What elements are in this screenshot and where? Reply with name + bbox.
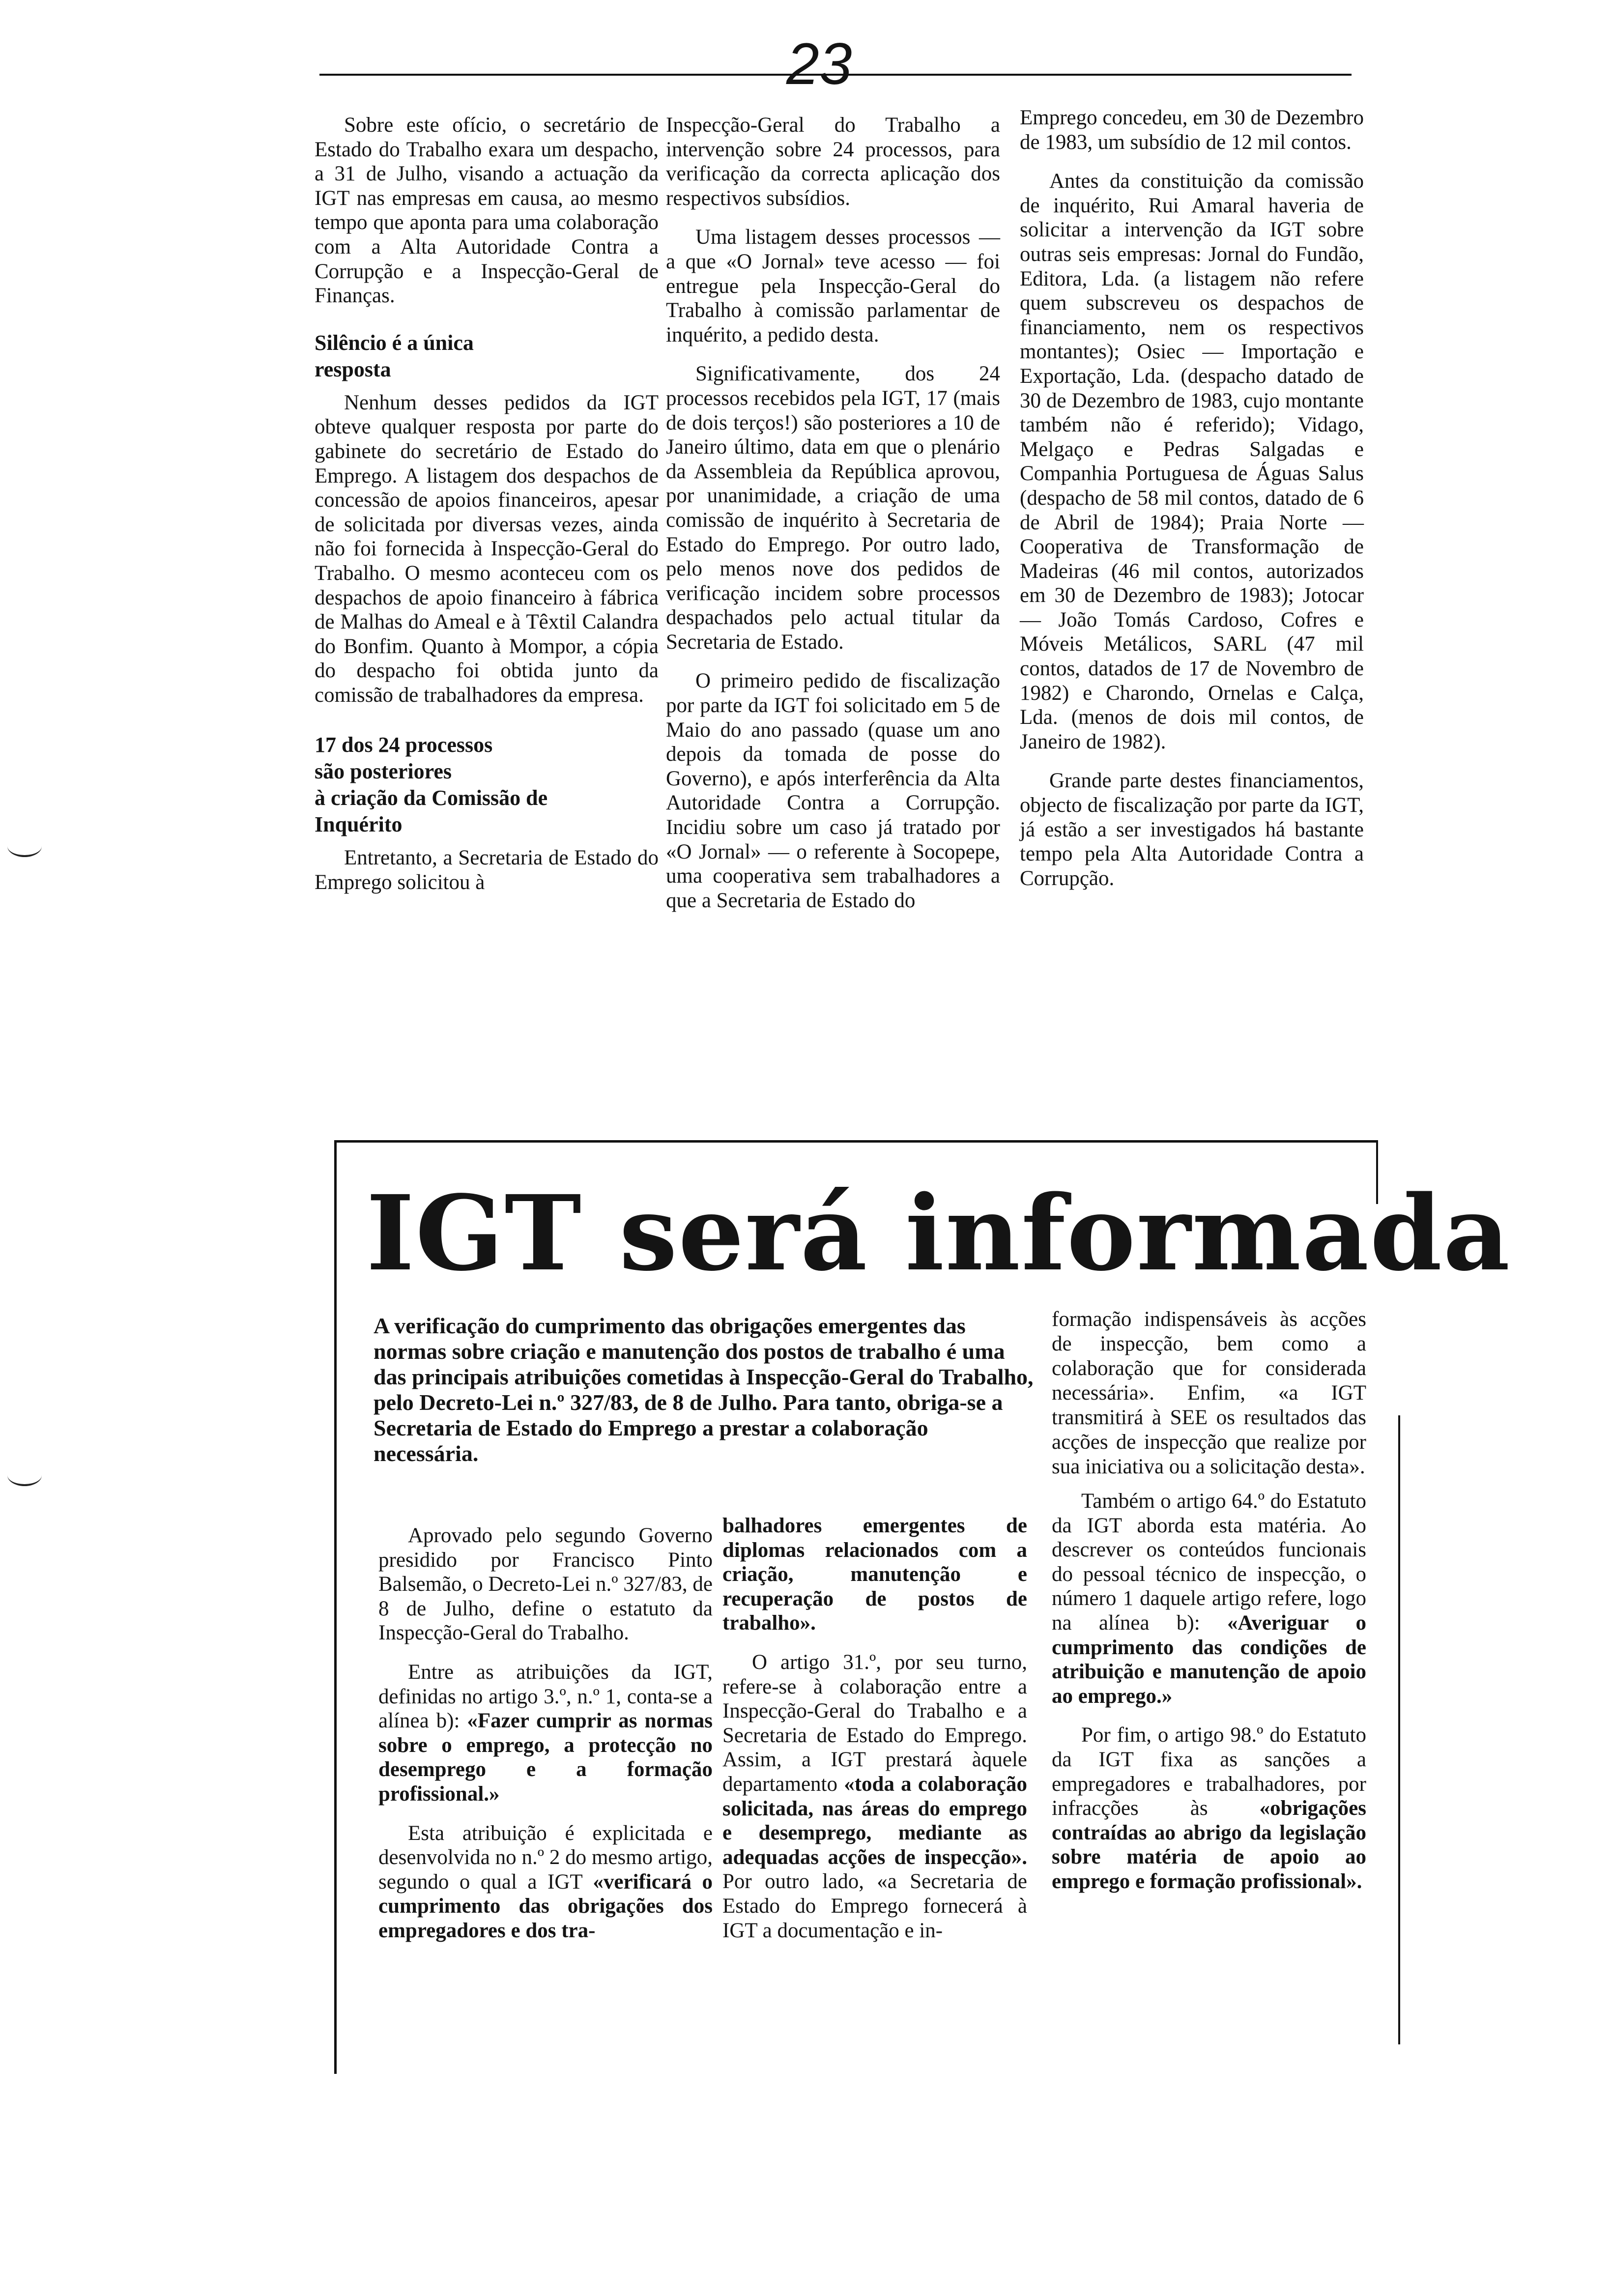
heading-line: resposta	[315, 357, 391, 381]
paragraph: Uma listagem desses processos — a que «O Jornal» teve acesso — foi entregue pela Inspecção-Geral do Trabalho à comissão parlamentar de inquérito, a pedido desta.	[666, 226, 1000, 346]
paragraph: Significativamente, dos 24 processos recebidos pela IGT, 17 (mais de dois terços!) são posteriores a 10 de Janeiro último, data em que o plenário da Assembleia da República aprovou, por unanimidade, a criação de uma comissão de inquérito à Secretaria de Estado do Emprego. Por outro lado, pelo menos nove dos pedidos de verificação incidem sobre processos despachados pelo actual titular da Secretaria de Estado.	[666, 362, 1000, 654]
paragraph: Inspecção-Geral do Trabalho a intervenção sobre 24 processos, para verificação da correcta aplicação dos respectivos subsídios.	[666, 114, 1000, 210]
text-run: Por fim, o artigo 98.º do Estatuto da IGT fixa as sanções a empregadores e trabalhadores, por infracções às	[1052, 1723, 1366, 1820]
paragraph	[722, 1650, 1027, 1943]
paragraph: O primeiro pedido de fiscalização por parte da IGT foi solicitado em 5 de Maio do ano passado (quase um ano depois da tomada de posse do Governo), e após interferência da Alta Autoridade Contra a Corrupção. Incidiu sobre um caso já tratado por «O Jornal» — o referente à Socopepe, uma cooperativa sem trabalhadores a que a Secretaria de Estado do	[666, 669, 1000, 912]
heading-line: 17 dos 24 processos	[315, 733, 493, 757]
section-heading	[315, 732, 659, 838]
paragraph	[1052, 1489, 1366, 1708]
paragraph	[378, 1821, 713, 1943]
box-top-border	[334, 1140, 1376, 1143]
section-heading	[315, 330, 659, 383]
box-right-border-lower	[1398, 1415, 1400, 2044]
box-left-border	[334, 1140, 337, 2074]
paragraph: Antes da constituição da comissão de inquérito, Rui Amaral haveria de solicitar a intervenção da IGT sobre outras seis empresas: Jornal do Fundão, Editora, Lda. (a listagem não refere quem subscreveu os despachos de financiamento, nem os respectivos montantes); Osiec — Importação e Exportação, Lda. (despacho datado de 30 de Dezembro de 1983, cujo montante também não é referido); Vidago, Melgaço e Pedras Salgadas e Companhia Portuguesa de Águas Salus (despacho de 58 mil contos, datado de 6 de Abril de 1984); Praia Norte — Cooperativa de Transformação de Madeiras (46 mil contos, autorizados em 30 de Dezembro de 1983); Jotocar — João Tomás Cardoso, Cofres e Móveis Metálicos, SARL (47 mil contos, datados de 17 de Novembro de 1982) e Charondo, Ornelas e Calça, Lda. (menos de dois mil contos, de Janeiro de 1982).	[1020, 170, 1364, 753]
quote-run: «obrigações contraídas ao abrigo da legislação sobre matéria de apoio ao emprego e formação profissional».	[1052, 1797, 1366, 1893]
upper-column-1	[315, 113, 659, 910]
paragraph: Sobre este ofício, o secretário de Estado do Trabalho exara um despacho, a 31 de Julho, visando a actuação da IGT nas empresas em causa, ao mesmo tempo que aponta para uma colaboração com a Alta Autoridade Contra a Corrupção e a Inspecção-Geral de Finanças.	[315, 114, 659, 308]
paragraph	[1052, 1723, 1366, 1894]
box-lead-continuation: formação indispensáveis às acções de inspecção, bem como a colaboração que for considerada necessária». Enfim, «a IGT transmitirá à SEE os resultados das acções de inspecção que realize por sua iniciativa ou a solicitação desta».	[1052, 1308, 1366, 1478]
paragraph: Entretanto, a Secretaria de Estado do Emprego solicitou à	[315, 846, 659, 894]
paragraph	[378, 1660, 713, 1807]
page-number: 23	[786, 31, 852, 97]
heading-line: são posteriores	[315, 759, 452, 784]
paragraph: Nenhum desses pedidos da IGT obteve qualquer resposta por parte do gabinete do secretário de Estado do Emprego. A listagem dos despachos de concessão de apoios financeiros, apesar de solicitada por diversas vezes, ainda não foi fornecida à Inspecção-Geral do Trabalho. O mesmo aconteceu com os despachos de apoio financeiro à fábrica de Malhas do Ameal e à Têxtil Calandra do Bonfim. Quanto à Mompor, a cópia do despacho foi obtida junto da comissão de trabalhadores da empresa.	[315, 391, 659, 707]
scan-mark	[7, 835, 42, 857]
text-run: Por outro lado, «a Secretaria de Estado do Emprego fornecerá à IGT a documentação e in-	[722, 1870, 1027, 1942]
quote-run: «Fazer cumprir as normas sobre o emprego, a protecção no desemprego e a formação profissional.»	[378, 1709, 713, 1806]
box-headline: IGT será informada	[366, 1173, 1511, 1294]
quote-run: «verificará o cumprimento das obrigações dos empregadores e dos tra-	[378, 1870, 713, 1942]
paragraph: Emprego concedeu, em 30 de Dezembro de 1983, um subsídio de 12 mil contos.	[1020, 106, 1364, 154]
text-run: Esta atribuição é explicitada e desenvolvida no n.º 2 do mesmo artigo, segundo o qual a IGT	[378, 1821, 713, 1894]
heading-line: Inquérito	[315, 812, 403, 837]
upper-column-3	[1020, 106, 1364, 905]
paragraph: balhadores emergentes de diplomas relacionados com a criação, manutenção e recuperação de postos de trabalho».	[722, 1514, 1027, 1635]
text-run: Entre as atribuições da IGT, definidas no artigo 3.º, n.º 1, conta-se a alínea b):	[378, 1660, 713, 1733]
box-column-2	[722, 1514, 1027, 1957]
paragraph: Grande parte destes financiamentos, objecto de fiscalização por parte da IGT, já estão a ser investigados há bastante tempo pela Alta Autoridade Contra a Corrupção.	[1020, 769, 1364, 890]
upper-column-2	[666, 113, 1000, 927]
box-column-1	[378, 1523, 713, 1958]
text-run: O artigo 31.º, por seu turno, refere-se à colaboração entre a Inspecção-Geral do Trabalho e a Secretaria de Estado do Emprego. Assim, a IGT prestará àquele departamento	[722, 1650, 1027, 1796]
heading-line: à criação da Comissão de	[315, 786, 548, 810]
paragraph: Aprovado pelo segundo Governo presidido por Francisco Pinto Balsemão, o Decreto-Lei n.º 327/83, de 8 de Julho, define o estatuto da Inspecção-Geral do Trabalho.	[378, 1524, 713, 1645]
scan-mark	[7, 1464, 42, 1486]
quote-run: «toda a colaboração solicitada, nas áreas do emprego e desemprego, mediante as adequadas acções de inspecção».	[722, 1772, 1027, 1869]
box-column-3	[1052, 1489, 1366, 1909]
box-lead: A verificação do cumprimento das obrigações emergentes das normas sobre criação e manutenção dos postos de trabalho é uma das principais atribuições cometidas à Inspecção-Geral do Trabalho, pelo Decreto-Lei n.º 327/83, de 8 de Julho. Para tanto, obriga-se a Secretaria de Estado do Emprego a prestar a colaboração necessária.	[374, 1313, 1034, 1466]
text-run: Também o artigo 64.º do Estatuto da IGT aborda esta matéria. Ao descrever os conteúdos funcionais do pessoal técnico de inspecção, o número 1 daquele artigo refere, logo na alínea b):	[1052, 1490, 1366, 1635]
quote-run: «Averiguar o cumprimento das condições de atribuição e manutenção de apoio ao emprego.»	[1052, 1611, 1366, 1708]
heading-line: Silêncio é a única	[315, 330, 474, 355]
